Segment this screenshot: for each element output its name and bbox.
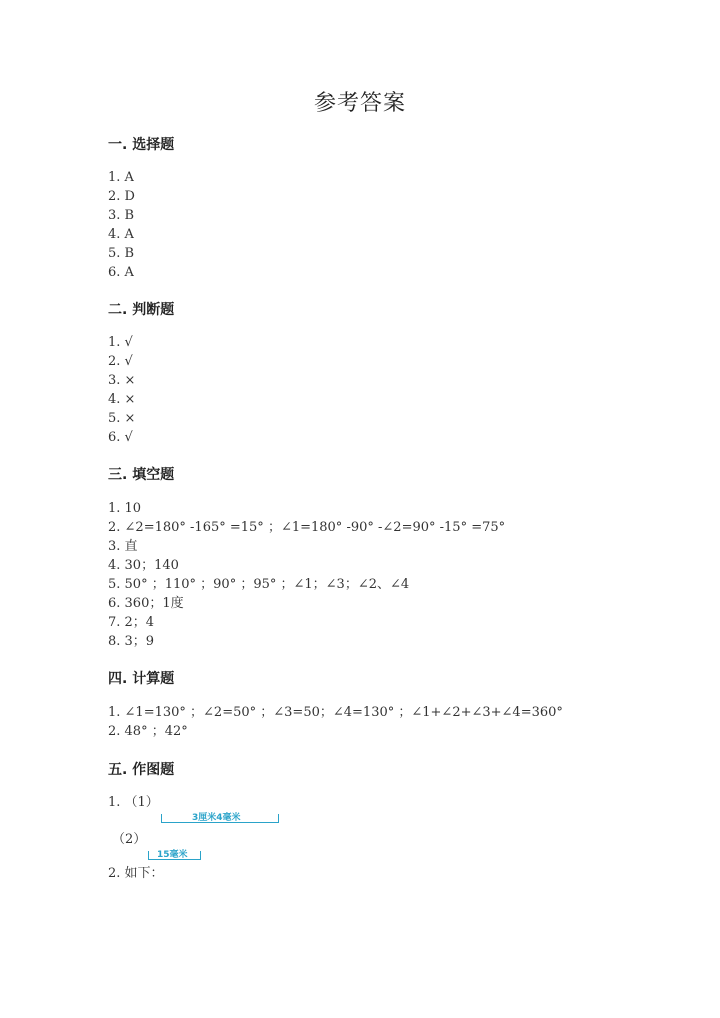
answer-line: 3. 直 [108,539,138,554]
line-segment-figure [148,851,201,860]
answer-line: 6. √ [108,430,133,445]
answer-line: 4. 30；140 [108,558,179,573]
answer-line: 4. × [108,392,136,407]
answer-line: 1. A [108,170,134,185]
answer-line: 1. 10 [108,501,142,516]
answer-line: 6. 360；1度 [108,596,184,611]
answer-line: 3. × [108,373,136,388]
page-title: 参考答案 [313,91,406,116]
answer-line: 3. B [108,208,135,223]
answer-line: 8. 3；9 [108,634,155,649]
answer-line: 6. A [108,265,134,280]
answer-line: 2. ∠2=180° -165° =15° ；∠1=180° -90° -∠2=90° -15° =75° [108,520,506,535]
answer-line: 4. A [108,227,134,242]
section-heading-draw: 五. 作图题 [108,762,175,778]
answer-line: 2. D [108,189,135,204]
segment-label: 15毫米 [157,850,188,860]
answer-line: 2. 48° ；42° [108,724,188,739]
answer-line: 2. 如下： [108,866,164,881]
section-heading-fill: 三. 填空题 [108,467,175,483]
answer-line: 1. ∠1=130° ；∠2=50° ；∠3=50；∠4=130° ；∠1+∠2+∠3+∠4=360° [108,705,563,720]
answer-line: 5. B [108,246,135,261]
answer-line: 1. √ [108,335,133,350]
section-heading-judge: 二. 判断题 [108,302,175,318]
line-segment-figure [161,814,279,823]
answer-line: 5. × [108,411,136,426]
answer-line: 5. 50° ；110° ；90° ；95° ；∠1；∠3；∠2、∠4 [108,577,410,592]
section-heading-calc: 四. 计算题 [108,671,175,687]
answer-line: 7. 2；4 [108,615,155,630]
segment-label: 3厘米4毫米 [192,813,241,823]
answer-line: 1. （1） [108,795,159,810]
answer-line: （2） [112,832,147,847]
section-heading-choice: 一. 选择题 [108,137,175,153]
answer-line: 2. √ [108,354,133,369]
